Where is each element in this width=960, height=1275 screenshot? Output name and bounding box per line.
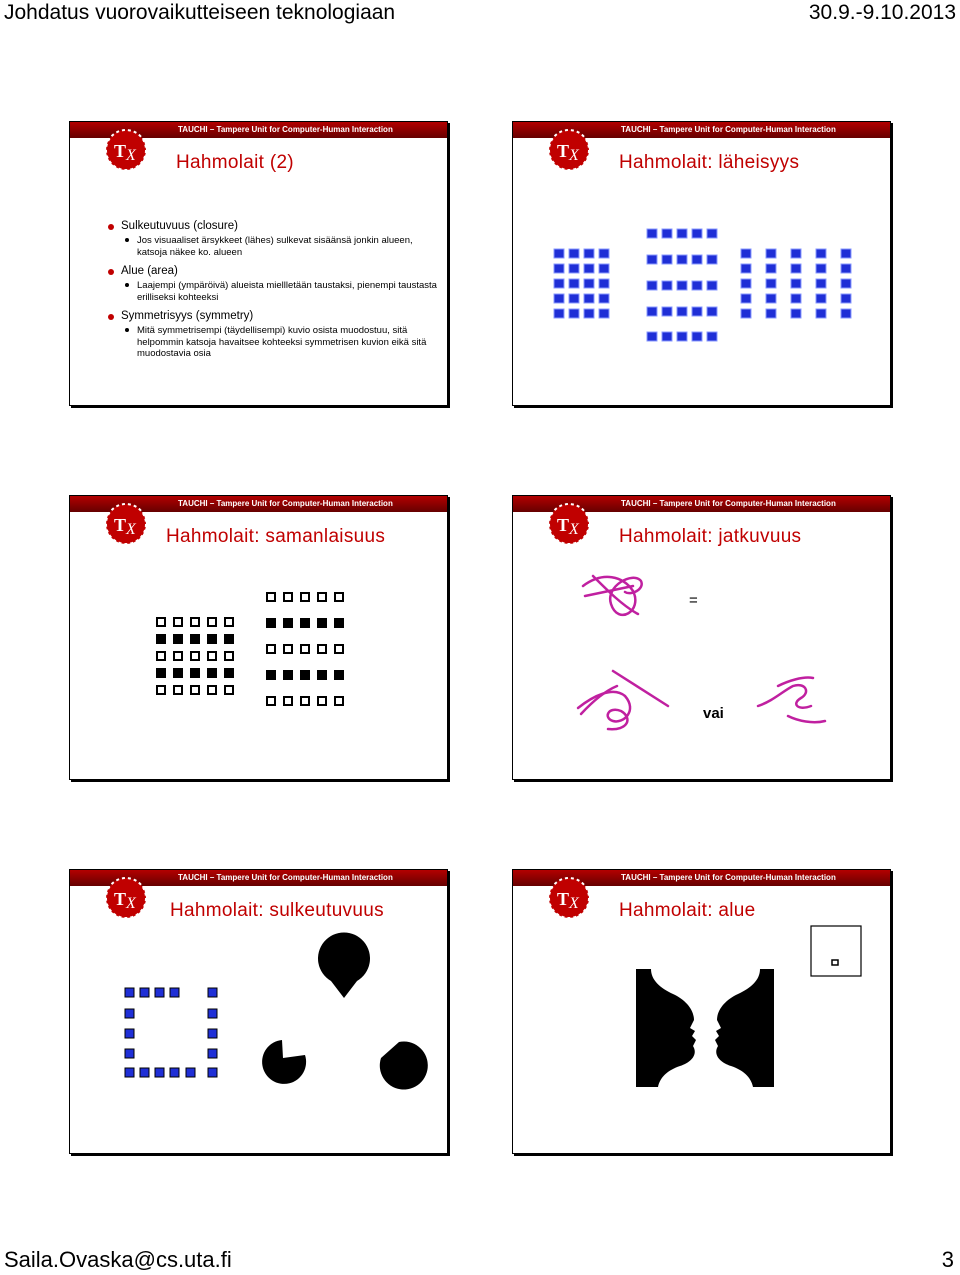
svg-text:T: T bbox=[557, 515, 570, 535]
blue-square bbox=[741, 309, 751, 318]
blue-square bbox=[677, 229, 687, 238]
blue-square bbox=[599, 309, 609, 318]
blue-square bbox=[841, 294, 851, 303]
pacman-top bbox=[318, 932, 370, 998]
blue-square bbox=[554, 294, 564, 303]
bullet-symmetry: Symmetrisyys (symmetry) bbox=[108, 310, 443, 322]
slide-closure bbox=[69, 869, 448, 1154]
proximity-squares-figure bbox=[513, 122, 890, 405]
blue-square bbox=[554, 309, 564, 318]
svg-text:X: X bbox=[569, 895, 579, 912]
filled-square bbox=[208, 635, 216, 643]
filled-square bbox=[301, 619, 309, 627]
blue-square bbox=[125, 1029, 134, 1038]
hollow-square bbox=[301, 593, 309, 601]
blue-square bbox=[155, 988, 164, 997]
filled-square bbox=[335, 671, 343, 679]
svg-text:T: T bbox=[557, 889, 570, 909]
hollow-square bbox=[225, 618, 233, 626]
filled-square bbox=[174, 635, 182, 643]
area-figure bbox=[513, 870, 890, 1153]
blue-square bbox=[647, 332, 657, 341]
bullet-list bbox=[108, 220, 443, 367]
slide-title: Hahmolait: alue bbox=[619, 900, 756, 921]
small-area-box bbox=[811, 926, 861, 976]
slide-proximity bbox=[512, 121, 891, 406]
blue-square bbox=[741, 264, 751, 273]
blue-square bbox=[816, 294, 826, 303]
pacman-bottom-left bbox=[262, 1040, 306, 1084]
blue-square bbox=[647, 229, 657, 238]
blue-square bbox=[554, 279, 564, 288]
hollow-square bbox=[335, 697, 343, 705]
hollow-square bbox=[225, 652, 233, 660]
hollow-square bbox=[301, 697, 309, 705]
svg-text:X: X bbox=[126, 147, 136, 164]
blue-square bbox=[662, 255, 672, 264]
blue-square bbox=[707, 229, 717, 238]
blue-square bbox=[791, 294, 801, 303]
blue-square bbox=[125, 1068, 134, 1077]
pacman-bottom-right bbox=[380, 1042, 428, 1090]
rubin-vase-figure bbox=[636, 969, 774, 1087]
blue-square bbox=[766, 279, 776, 288]
blue-square bbox=[208, 1009, 217, 1018]
blue-square bbox=[140, 1068, 149, 1077]
hollow-square bbox=[335, 645, 343, 653]
curve-top-extra bbox=[593, 576, 638, 614]
filled-square bbox=[267, 619, 275, 627]
footer-email: Saila.Ovaska@cs.uta.fi bbox=[4, 1247, 232, 1272]
sub-bullet-area: Laajempi (ympäröivä) alueista miellletään taustaksi, pienempi taustasta erilliseksi kohteeksi bbox=[137, 280, 443, 303]
blue-square bbox=[584, 264, 594, 273]
hollow-square bbox=[208, 618, 216, 626]
hollow-square bbox=[318, 645, 326, 653]
blue-square bbox=[125, 1009, 134, 1018]
blue-square bbox=[125, 1049, 134, 1058]
blue-square bbox=[599, 264, 609, 273]
slide-title: Hahmolait: läheisyys bbox=[619, 152, 800, 173]
blue-square bbox=[766, 294, 776, 303]
filled-square bbox=[318, 619, 326, 627]
svg-text:T: T bbox=[114, 141, 127, 161]
blue-square bbox=[569, 309, 579, 318]
curve-bottom-right-3 bbox=[788, 716, 825, 722]
blue-square bbox=[816, 264, 826, 273]
equals-sign: = bbox=[689, 592, 698, 609]
blue-square bbox=[707, 281, 717, 290]
hollow-square bbox=[157, 618, 165, 626]
sub-bullet-closure: Jos visuaaliset ärsykkeet (lähes) sulkevat sisäänsä jonkin alueen, katsoja näkee ko. alueen bbox=[137, 235, 443, 258]
bullet-area: Alue (area) bbox=[108, 265, 443, 277]
blue-square bbox=[692, 255, 702, 264]
tauchi-logo-icon bbox=[102, 126, 150, 174]
blue-square bbox=[791, 279, 801, 288]
filled-square bbox=[318, 671, 326, 679]
blue-square bbox=[677, 307, 687, 316]
band-text: TAUCHI – Tampere Unit for Computer-Human Interaction bbox=[621, 125, 836, 134]
filled-square bbox=[301, 671, 309, 679]
svg-text:T: T bbox=[557, 141, 570, 161]
curve-bottom-left bbox=[613, 671, 668, 706]
or-label: vai bbox=[703, 705, 724, 722]
document-title: Johdatus vuorovaikutteiseen teknologiaan bbox=[4, 1, 396, 24]
band-text: TAUCHI – Tampere Unit for Computer-Human Interaction bbox=[178, 873, 393, 882]
blue-square bbox=[816, 309, 826, 318]
filled-square bbox=[267, 671, 275, 679]
blue-square bbox=[677, 332, 687, 341]
blue-square bbox=[766, 249, 776, 258]
small-area-dot bbox=[832, 960, 838, 965]
blue-square bbox=[677, 255, 687, 264]
blue-square bbox=[599, 294, 609, 303]
blue-square bbox=[692, 332, 702, 341]
filled-square bbox=[157, 635, 165, 643]
blue-square bbox=[569, 249, 579, 258]
band-text: TAUCHI – Tampere Unit for Computer-Human Interaction bbox=[178, 125, 393, 134]
blue-square bbox=[662, 281, 672, 290]
blue-square bbox=[170, 1068, 179, 1077]
filled-square bbox=[225, 669, 233, 677]
blue-square bbox=[707, 255, 717, 264]
blue-square bbox=[766, 309, 776, 318]
document-date: 30.9.-9.10.2013 bbox=[808, 1, 956, 24]
filled-square bbox=[284, 619, 292, 627]
slide-title: Hahmolait: samanlaisuus bbox=[166, 526, 386, 547]
hollow-square bbox=[174, 618, 182, 626]
svg-text:X: X bbox=[126, 895, 136, 912]
slide-hahmolait-2 bbox=[69, 121, 448, 406]
slide-continuity bbox=[512, 495, 891, 780]
svg-text:X: X bbox=[126, 521, 136, 538]
filled-square bbox=[284, 671, 292, 679]
hollow-square bbox=[267, 697, 275, 705]
filled-square bbox=[191, 669, 199, 677]
bullet-closure: Sulkeutuvuus (closure) bbox=[108, 220, 443, 232]
blue-square bbox=[647, 255, 657, 264]
slide-area bbox=[512, 869, 891, 1154]
filled-square bbox=[174, 669, 182, 677]
hollow-square bbox=[191, 686, 199, 694]
filled-square bbox=[225, 635, 233, 643]
blue-square bbox=[584, 294, 594, 303]
blue-square bbox=[208, 988, 217, 997]
blue-square bbox=[741, 279, 751, 288]
blue-square bbox=[569, 294, 579, 303]
blue-square bbox=[841, 309, 851, 318]
closure-figure bbox=[70, 870, 447, 1153]
blue-square bbox=[125, 988, 134, 997]
hollow-square bbox=[225, 686, 233, 694]
blue-square bbox=[569, 264, 579, 273]
blue-square bbox=[554, 249, 564, 258]
blue-square bbox=[208, 1029, 217, 1038]
continuity-curves-figure bbox=[513, 496, 890, 779]
blue-square bbox=[208, 1068, 217, 1077]
blue-square bbox=[841, 279, 851, 288]
slide-similarity bbox=[69, 495, 448, 780]
blue-square bbox=[707, 332, 717, 341]
blue-square bbox=[599, 279, 609, 288]
filled-square bbox=[157, 669, 165, 677]
hollow-square bbox=[191, 652, 199, 660]
blue-square bbox=[692, 229, 702, 238]
blue-square bbox=[791, 249, 801, 258]
hollow-square bbox=[318, 697, 326, 705]
filled-square bbox=[191, 635, 199, 643]
blue-square bbox=[816, 279, 826, 288]
blue-square bbox=[662, 229, 672, 238]
hollow-square bbox=[191, 618, 199, 626]
hollow-square bbox=[208, 652, 216, 660]
slide-title: Hahmolait: jatkuvuus bbox=[619, 526, 802, 547]
band-text: TAUCHI – Tampere Unit for Computer-Human Interaction bbox=[178, 499, 393, 508]
svg-text:X: X bbox=[569, 521, 579, 538]
hollow-square bbox=[267, 645, 275, 653]
hollow-square bbox=[284, 593, 292, 601]
svg-text:T: T bbox=[114, 889, 127, 909]
blue-square bbox=[599, 249, 609, 258]
page-number: 3 bbox=[941, 1247, 954, 1272]
blue-square bbox=[170, 988, 179, 997]
blue-square bbox=[662, 307, 672, 316]
blue-square bbox=[816, 249, 826, 258]
blue-square bbox=[569, 279, 579, 288]
hollow-square bbox=[157, 652, 165, 660]
filled-square bbox=[208, 669, 216, 677]
blue-square bbox=[692, 281, 702, 290]
blue-square bbox=[584, 279, 594, 288]
slide-title: Hahmolait: sulkeutuvuus bbox=[170, 900, 384, 921]
kanizsa-triangle bbox=[262, 932, 428, 1089]
blue-square bbox=[841, 264, 851, 273]
blue-square bbox=[584, 249, 594, 258]
blue-square bbox=[140, 988, 149, 997]
similarity-squares-figure bbox=[70, 496, 447, 779]
hollow-square bbox=[284, 645, 292, 653]
band-text: TAUCHI – Tampere Unit for Computer-Human Interaction bbox=[621, 499, 836, 508]
blue-square bbox=[707, 307, 717, 316]
hollow-square bbox=[174, 652, 182, 660]
hollow-square bbox=[157, 686, 165, 694]
blue-square bbox=[791, 264, 801, 273]
blue-square bbox=[841, 249, 851, 258]
blue-square bbox=[766, 264, 776, 273]
blue-square bbox=[584, 309, 594, 318]
blue-square bbox=[677, 281, 687, 290]
hollow-square bbox=[301, 645, 309, 653]
hollow-square bbox=[318, 593, 326, 601]
blue-square bbox=[741, 294, 751, 303]
curve-bottom-right bbox=[758, 685, 811, 708]
hollow-square bbox=[208, 686, 216, 694]
blue-square bbox=[647, 307, 657, 316]
blue-square bbox=[554, 264, 564, 273]
slide-title: Hahmolait (2) bbox=[176, 152, 294, 173]
blue-square bbox=[647, 281, 657, 290]
blue-square bbox=[662, 332, 672, 341]
blue-square bbox=[791, 309, 801, 318]
sub-bullet-symmetry: Mitä symmetrisempi (täydellisempi) kuvio osista muodostuu, sitä helpommin katsoja havaitsee kohteeksi symmetrisen kuvion eikä sitä muodostavia osia bbox=[137, 325, 443, 360]
blue-square bbox=[186, 1068, 195, 1077]
blue-square bbox=[208, 1049, 217, 1058]
svg-text:T: T bbox=[114, 515, 127, 535]
hollow-square bbox=[284, 697, 292, 705]
hollow-square bbox=[174, 686, 182, 694]
svg-text:X: X bbox=[569, 147, 579, 164]
filled-square bbox=[335, 619, 343, 627]
blue-square bbox=[692, 307, 702, 316]
hollow-square bbox=[267, 593, 275, 601]
blue-square bbox=[741, 249, 751, 258]
band-text: TAUCHI – Tampere Unit for Computer-Human Interaction bbox=[621, 873, 836, 882]
hollow-square bbox=[335, 593, 343, 601]
blue-square bbox=[155, 1068, 164, 1077]
